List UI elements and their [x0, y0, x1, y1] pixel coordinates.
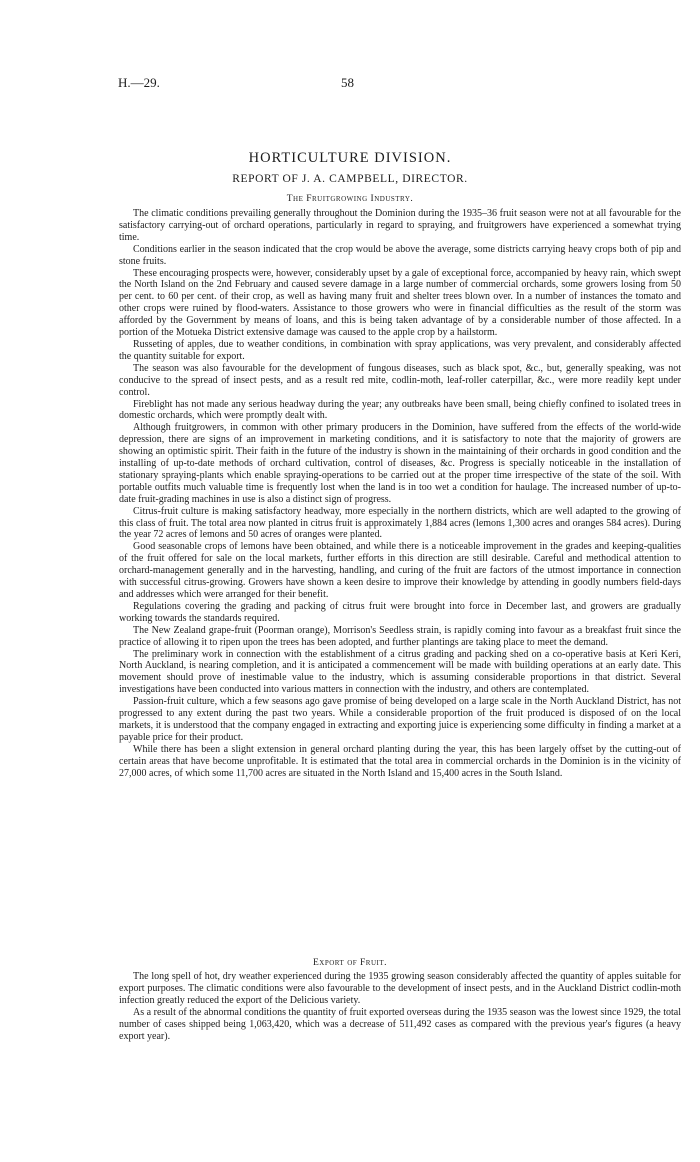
- section-body-export: [119, 971, 681, 1042]
- paragraph: As a result of the abnormal conditions the quantity of fruit exported overseas during the 1935 season was the lowest since 1929, the total number of cases shipped being 1,063,420, which was a decrease of 511,492 cases as compared with the previous year's figures (a heavy export year).: [119, 1006, 681, 1042]
- paragraph: Although fruitgrowers, in common with other primary producers in the Dominion, have suffered from the effects of the world-wide depression, there are signs of an improvement in marketing conditions, and it is satisfactory to note that the majority of growers are showing an optimistic spirit. Their faith in the future of the industry is shown in the maintaining of their orchards in good condition and the installing of up-to-date methods of orchard cultivation, control of diseases, &c. Progress is specially noticeable in the installation of stationary spraying-plants which enable spraying-operations to be carried out at the proper time irrespective of the state of the soil. With portable outfits much valuable time is frequently lost when the land is in too wet a condition for haulage. The increased number of up-to-date fruit-grading machines in use is also a distinct sign of progress.: [119, 422, 681, 505]
- paragraph: These encouraging prospects were, however, considerably upset by a gale of exceptional force, accompanied by heavy rain, which swept the North Island on the 2nd February and caused severe damage in a large number of commercial orchards, some growers losing from 50 per cent. to 60 per cent. of their crop, as well as having many fruit and shelter trees blown over. In a number of instances the tomato and other crops were ruined by flood-waters. Assistance to those growers who were in financial difficulties as the result of the storm was afforded by the Government by means of loans, and this is being taken advantage of by a considerable number of those affected. In a portion of the Motueka District extensive damage was caused to the apple crop by a hailstorm.: [119, 267, 681, 339]
- page-title: HORTICULTURE DIVISION.: [248, 150, 452, 166]
- paragraph: Russeting of apples, due to weather conditions, in combination with spray applications, was very prevalent, and considerably affected the quantity suitable for export.: [119, 338, 681, 362]
- paragraph: Passion-fruit culture, which a few seasons ago gave promise of being developed on a large scale in the North Auckland District, has not progressed to any extent during the past two years. While a considerable proportion of the fruit produced is disposed of on the local markets, it is understood that the company engaged in extracting and exporting juice is experiencing some difficulty in finding a market at a payable price for their product.: [119, 696, 681, 743]
- section-heading-fruitgrowing: The Fruitgrowing Industry.: [286, 194, 414, 204]
- paragraph: Citrus-fruit culture is making satisfactory headway, more especially in the northern districts, which are well adapted to the growing of this class of fruit. The total area now planted in citrus fruit is approximately 1,884 acres (lemons 1,300 acres and oranges 584 acres). During the year 72 acres of lemons and 50 acres of oranges were planted.: [119, 505, 681, 541]
- paragraph: Regulations covering the grading and packing of citrus fruit were brought into force in December last, and growers are gradually working towards the standards required.: [119, 600, 681, 624]
- paragraph: Fireblight has not made any serious headway during the year; any outbreaks have been small, being chiefly confined to isolated trees in domestic orchards, which were promptly dealt with.: [119, 398, 681, 422]
- report-subtitle: REPORT OF J. A. CAMPBELL, DIRECTOR.: [232, 173, 468, 185]
- paragraph: The New Zealand grape-fruit (Poorman orange), Morrison's Seedless strain, is rapidly coming into favour as a breakfast fruit since the practice of allowing it to ripen upon the trees has been adopted, and further plantings are taking place to meet the demand.: [119, 624, 681, 648]
- paragraph: The preliminary work in connection with the establishment of a citrus grading and packing shed on a co-operative basis at Keri Keri, North Auckland, is nearing completion, and it is anticipated a commencement will be made with building operations at an early date. This movement should prove of inestimable value to the industry, which is assuming considerable proportions in that district. Several investigations have been conducted into various matters in connection with the industry, and others are contemplated.: [119, 648, 681, 696]
- paragraph: While there has been a slight extension in general orchard planting during the year, this has been largely offset by the cutting-out of certain areas that have become unprofitable. It is estimated that the total area in commercial orchards in the Dominion is in the vicinity of 27,000 acres, of which some 11,700 acres are situated in the North Island and 15,400 acres in the South Island.: [119, 743, 681, 779]
- paragraph: Conditions earlier in the season indicated that the crop would be above the average, some districts carrying heavy crops both of pip and stone fruits.: [119, 243, 681, 267]
- page-header-ref: H.—29.: [118, 75, 160, 90]
- paragraph: The season was also favourable for the development of fungous diseases, such as black spot, &c., but, generally speaking, was not conducive to the spread of insect pests, and as a result red mite, codlin-moth, leaf-roller caterpillar, &c., were more readily kept under control.: [119, 362, 681, 398]
- section-heading-export: Export of Fruit.: [312, 958, 388, 968]
- paragraph: Good seasonable crops of lemons have been obtained, and while there is a noticeable improvement in the grades and keeping-qualities of the fruit offered for sale on the local markets, further efforts in this direction are still desirable. Careful and methodical attention to orchard-management generally and in the harvesting, handling, and curing of the fruit are factors of the utmost importance in connection with successful citrus-growing. Growers have shown a keen desire to improve their knowledge by attending in goodly numbers field-days and addresses which were arranged for their benefit.: [119, 541, 681, 600]
- page-number: 58: [341, 75, 354, 90]
- paragraph: The climatic conditions prevailing generally throughout the Dominion during the 1935–36 fruit season were not at all favourable for the satisfactory carrying-out of orchard operations, particularly in regard to spraying, and fruitgrowers have experienced a somewhat trying time.: [119, 208, 681, 243]
- paragraph: The long spell of hot, dry weather experienced during the 1935 growing season considerably affected the quantity of apples suitable for export purposes. The climatic conditions were also favourable to the development of insect pests, and in the Auckland District codlin-moth infection greatly reduced the export of the Delicious variety.: [119, 971, 681, 1006]
- section-body-fruitgrowing: [119, 208, 681, 780]
